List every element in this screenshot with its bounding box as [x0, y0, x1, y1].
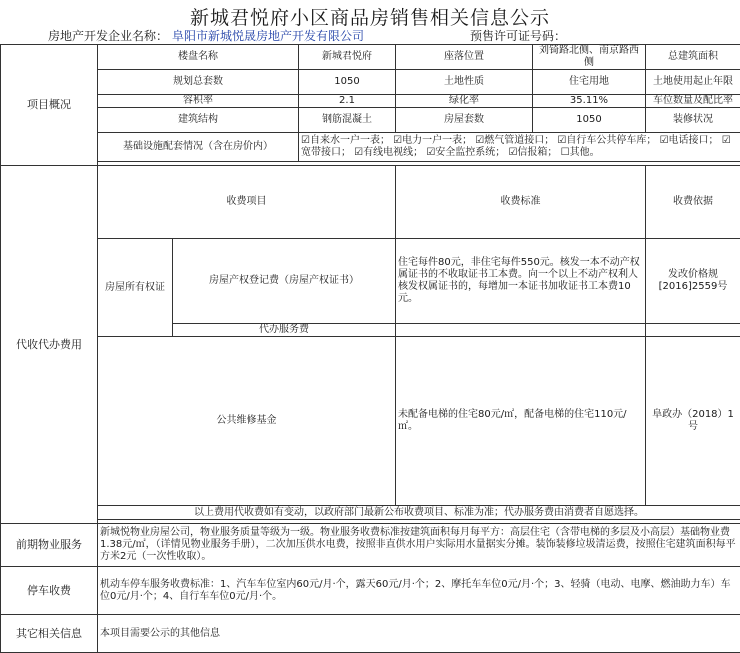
land-nature-value: 住宅用地 [533, 70, 646, 95]
land-nature-label: 土地性质 [396, 70, 533, 95]
planned-units-label: 规划总套数 [98, 70, 299, 95]
parking-label: 停车收费 [1, 567, 98, 615]
project-row-3 [1, 95, 740, 108]
structure-label: 建筑结构 [98, 108, 299, 133]
service-fee-standard [396, 324, 646, 337]
parking-text: 机动车停车服务收费标准：1、汽车车位室内60元/月·个，露天60元/月·个；2、摩托车车位0元/月·个；3、轻骑（电动、电摩、燃油助力车）车位0元/月·个；4、自行车车位0元/月·个。 [98, 567, 740, 615]
property-mgmt-text: 新城悦物业房屋公司，物业服务质量等级为一级。物业服务收费标准按建筑面积每月每平方：高层住宅（含带电梯的多层及小高层）基础物业费1.38元/㎡，（详情见物业服务手册），二次加压供水电费，按照非直供水用户实际用水量据实分摊。装饰装修垃圾清运费，按照住宅建筑面积每平方米2元（一次性收取）。 [98, 524, 740, 567]
facilities-list: ☑自来水一户一表； ☑电力一户一表； ☑燃气管道接口； ☑自行车公共停车库； ☑电话接口； ☑宽带接口； ☑有线电视线； ☑安全监控系统； ☑信报箱； ☐其他。 [299, 133, 740, 162]
other-text: 本项目需要公示的其他信息 [98, 615, 740, 653]
plot-ratio-label: 容积率 [98, 95, 299, 108]
fee-item-header: 收费项目 [98, 166, 396, 239]
developer-label: 房地产开发企业名称： [48, 29, 168, 43]
project-row-1 [1, 45, 740, 70]
reg-fee-row [1, 239, 740, 324]
planned-units-value: 1050 [299, 70, 396, 95]
land-term-label: 土地使用起止年限 [646, 70, 740, 95]
maint-fund-standard: 未配备电梯的住宅80元/㎡，配备电梯的住宅110元/㎡。 [396, 337, 646, 506]
project-section-label: 项目概况 [1, 45, 98, 166]
project-value: 新城君悦府 [299, 45, 396, 70]
developer-line [48, 27, 364, 44]
reg-fee-basis: 发改价格规[2016]2559号 [646, 239, 740, 324]
service-fee-basis [646, 324, 740, 337]
agency-section-label: 代收代办费用 [1, 166, 98, 524]
fee-basis-header: 收费依据 [646, 166, 740, 239]
plot-ratio-value: 2.1 [299, 95, 396, 108]
house-count-value: 1050 [533, 108, 646, 133]
other-label: 其它相关信息 [1, 615, 98, 653]
agency-header-row [1, 166, 740, 239]
parking-ratio-label: 车位数量及配比率 [646, 95, 740, 108]
page-title: 新城君悦府小区商品房销售相关信息公示 [0, 3, 740, 30]
agency-note: 以上费用代收费如有变动，以政府部门最新公布收费项目、标准为准；代办服务费由消费者自愿选择。 [98, 506, 740, 520]
reg-fee-standard: 住宅每件80元，非住宅每件550元。核发一本不动产权属证书的不收取证书工本费。向一个以上不动产权利人核发权属证书的，每增加一本证书加收证书工本费10元。 [396, 239, 646, 324]
property-cert-group: 房屋所有权证 [98, 239, 173, 337]
property-mgmt-label: 前期物业服务 [1, 524, 98, 567]
project-row-2 [1, 70, 740, 95]
property-mgmt-row [1, 524, 740, 567]
presale-license-label: 预售许可证号码： [470, 27, 566, 44]
green-rate-label: 绿化率 [396, 95, 533, 108]
facilities-row [1, 133, 740, 162]
project-label: 楼盘名称 [98, 45, 299, 70]
other-row [1, 615, 740, 653]
location-value: 刘锜路北侧、南京路西侧 [533, 45, 646, 70]
fee-standard-header: 收费标准 [396, 166, 646, 239]
structure-value: 钢筋混凝土 [299, 108, 396, 133]
parking-row [1, 567, 740, 615]
decoration-label: 装修状况 [646, 108, 740, 133]
maint-fund-item: 公共维修基金 [98, 337, 396, 506]
project-row-4 [1, 108, 740, 133]
location-label: 座落位置 [396, 45, 533, 70]
service-fee-item: 代办服务费 [173, 324, 396, 337]
maint-fund-row [1, 337, 740, 506]
reg-fee-item: 房屋产权登记费（房屋产权证书） [173, 239, 396, 324]
agency-note-row [1, 506, 740, 520]
info-table [0, 44, 740, 653]
maint-fund-basis: 阜政办（2018）1号 [646, 337, 740, 506]
developer-name: 阜阳市新城悦晟房地产开发有限公司 [172, 29, 364, 43]
green-rate-value: 35.11% [533, 95, 646, 108]
facilities-label: 基础设施配套情况（含在房价内） [98, 133, 299, 162]
total-area-label: 总建筑面积 [646, 45, 740, 70]
house-count-label: 房屋套数 [396, 108, 533, 133]
